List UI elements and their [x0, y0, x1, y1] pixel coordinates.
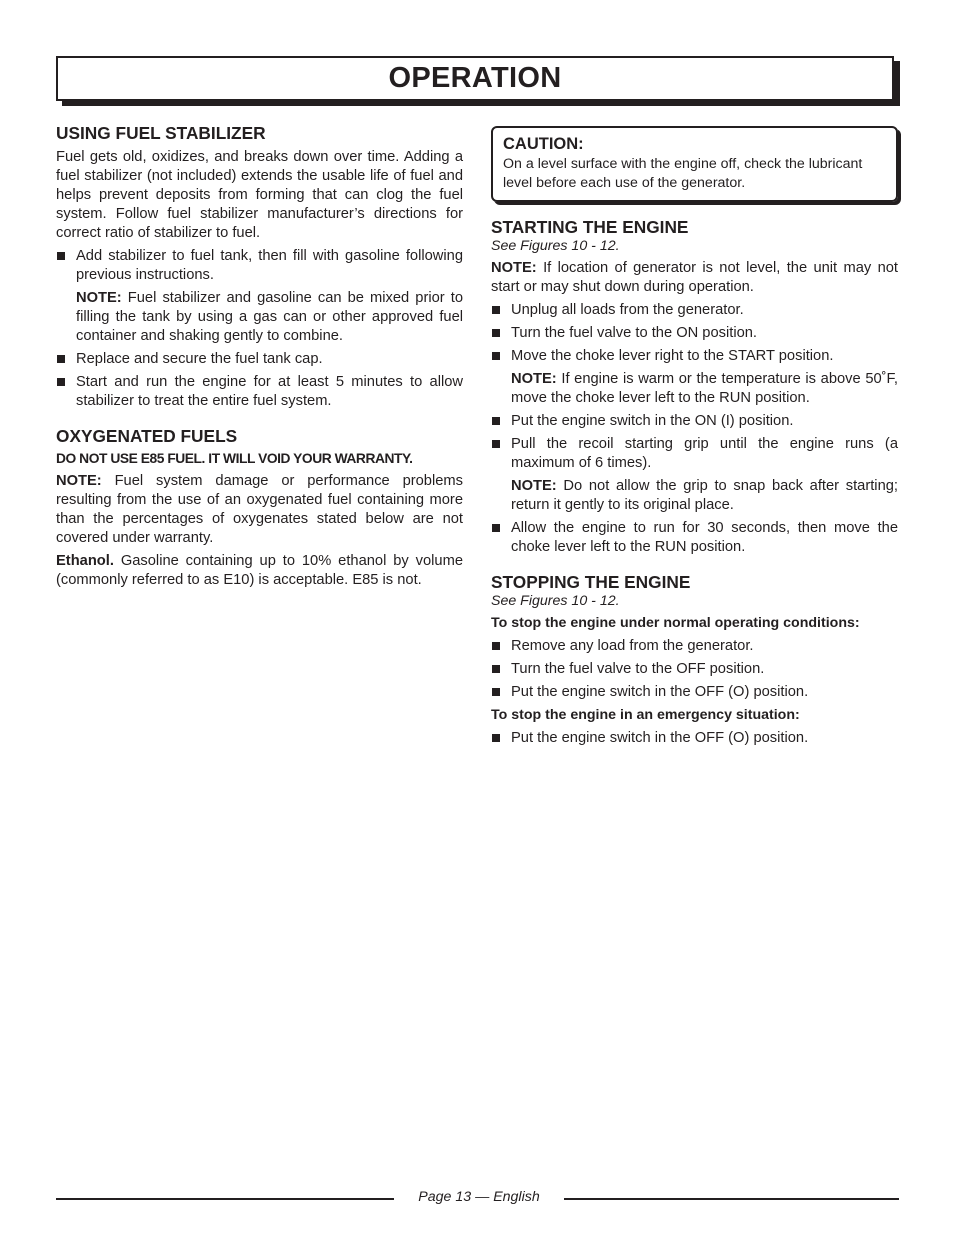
list-item-text: Add stabilizer to fuel tank, then fill with gasoline following previous instructions. — [76, 248, 463, 283]
stabilizer-note — [56, 289, 463, 346]
starting-note — [491, 259, 898, 297]
bullet-square-icon — [492, 440, 500, 448]
list-item — [491, 435, 898, 473]
list-item-text: Turn the fuel valve to the ON position. — [511, 325, 758, 341]
list-item-text: Replace and secure the fuel tank cap. — [76, 351, 323, 367]
footer-rule-left — [56, 1198, 394, 1200]
note-text: Fuel stabilizer and gasoline can be mixed prior to filling the tank by using a gas can or other approved fuel container and shaking gently to combine. — [76, 290, 463, 344]
caution-box — [491, 126, 898, 202]
list-item — [491, 519, 898, 557]
list-item — [491, 637, 898, 656]
bullet-square-icon — [57, 252, 65, 260]
list-item — [491, 412, 898, 431]
bullet-square-icon — [492, 665, 500, 673]
list-item-text: Put the engine switch in the OFF (O) position. — [511, 730, 809, 746]
ethanol-paragraph — [56, 552, 463, 590]
list-item-text: Unplug all loads from the generator. — [511, 302, 744, 318]
figure-reference: See Figures 10 - 12. — [491, 593, 620, 609]
bullet-square-icon — [492, 417, 500, 425]
list-item-text: Turn the fuel valve to the OFF position. — [511, 661, 765, 677]
caution-text: On a level surface with the engine off, check the lubricant level before each use of the generator. — [503, 156, 863, 191]
caution-title: CAUTION: — [503, 135, 584, 153]
list-item — [56, 247, 463, 285]
list-item — [56, 350, 463, 369]
note-text: Fuel system damage or performance problems resulting from the use of an oxygenated fuel containing more than the percentages of oxygenates stated below are not covered under warranty. — [56, 473, 463, 546]
bullet-square-icon — [492, 352, 500, 360]
choke-note — [491, 370, 898, 408]
list-item-text: Pull the recoil starting grip until the engine runs (a maximum of 6 times). — [511, 436, 898, 471]
page-title: OPERATION — [388, 62, 562, 94]
note-label: NOTE: — [56, 473, 102, 489]
list-item — [491, 660, 898, 679]
list-item — [56, 373, 463, 411]
e85-warning: DO NOT USE E85 FUEL. IT WILL VOID YOUR WARRANTY. — [56, 451, 413, 466]
list-item — [491, 324, 898, 343]
list-item — [491, 683, 898, 702]
normal-stop-label: To stop the engine under normal operating conditions: — [491, 615, 860, 631]
bullet-square-icon — [492, 734, 500, 742]
stopping-engine-heading: STOPPING THE ENGINE — [491, 572, 691, 592]
left-column — [56, 122, 463, 590]
bullet-square-icon — [492, 329, 500, 337]
note-label: NOTE: — [511, 371, 557, 387]
note-label: NOTE: — [511, 478, 557, 494]
figure-reference: See Figures 10 - 12. — [491, 238, 620, 254]
bullet-square-icon — [57, 355, 65, 363]
fuel-stabilizer-heading: USING FUEL STABILIZER — [56, 123, 266, 143]
bullet-square-icon — [492, 688, 500, 696]
list-item — [491, 347, 898, 366]
right-column — [491, 126, 898, 748]
oxygenated-note — [56, 472, 463, 548]
list-item-text: Put the engine switch in the ON (I) position. — [511, 413, 794, 429]
emergency-stop-label: To stop the engine in an emergency situation: — [491, 707, 800, 723]
list-item-text: Allow the engine to run for 30 seconds, then move the choke lever left to the RUN position. — [511, 520, 898, 555]
grip-note — [491, 477, 898, 515]
bullet-square-icon — [492, 306, 500, 314]
page-number: Page 13 — English — [418, 1189, 540, 1205]
ethanol-label: Ethanol. — [56, 553, 114, 569]
oxygenated-fuels-heading: OXYGENATED FUELS — [56, 426, 238, 446]
list-item — [491, 301, 898, 320]
list-item-text: Move the choke lever right to the START position. — [511, 348, 834, 364]
ethanol-text: Gasoline containing up to 10% ethanol by volume (commonly referred to as E10) is acceptable. E85 is not. — [56, 553, 463, 588]
bullet-square-icon — [57, 378, 65, 386]
note-label: NOTE: — [491, 260, 537, 276]
note-label: NOTE: — [76, 290, 122, 306]
note-text: If location of generator is not level, the unit may not start or may shut down during operation. — [491, 260, 898, 295]
list-item-text: Remove any load from the generator. — [511, 638, 754, 654]
fuel-stabilizer-intro: Fuel gets old, oxidizes, and breaks down over time. Adding a fuel stabilizer (not included) extends the usable life of fuel and helps prevent deposits from forming that can clog the fuel system. Follow fuel stabilizer manufacturer’s directions for correct ratio of stabilizer to fuel. — [56, 149, 463, 241]
note-text: If engine is warm or the temperature is above 50˚F, move the choke lever left to the RUN position. — [511, 371, 898, 406]
bullet-square-icon — [492, 524, 500, 532]
starting-engine-heading: STARTING THE ENGINE — [491, 217, 689, 237]
footer-rule-right — [564, 1198, 899, 1200]
list-item-text: Start and run the engine for at least 5 minutes to allow stabilizer to treat the entire fuel system. — [76, 374, 463, 409]
section-header — [56, 56, 894, 101]
bullet-square-icon — [492, 642, 500, 650]
list-item-text: Put the engine switch in the OFF (O) position. — [511, 684, 809, 700]
list-item — [491, 729, 898, 748]
note-text: Do not allow the grip to snap back after starting; return it gently to its original place. — [511, 478, 898, 513]
